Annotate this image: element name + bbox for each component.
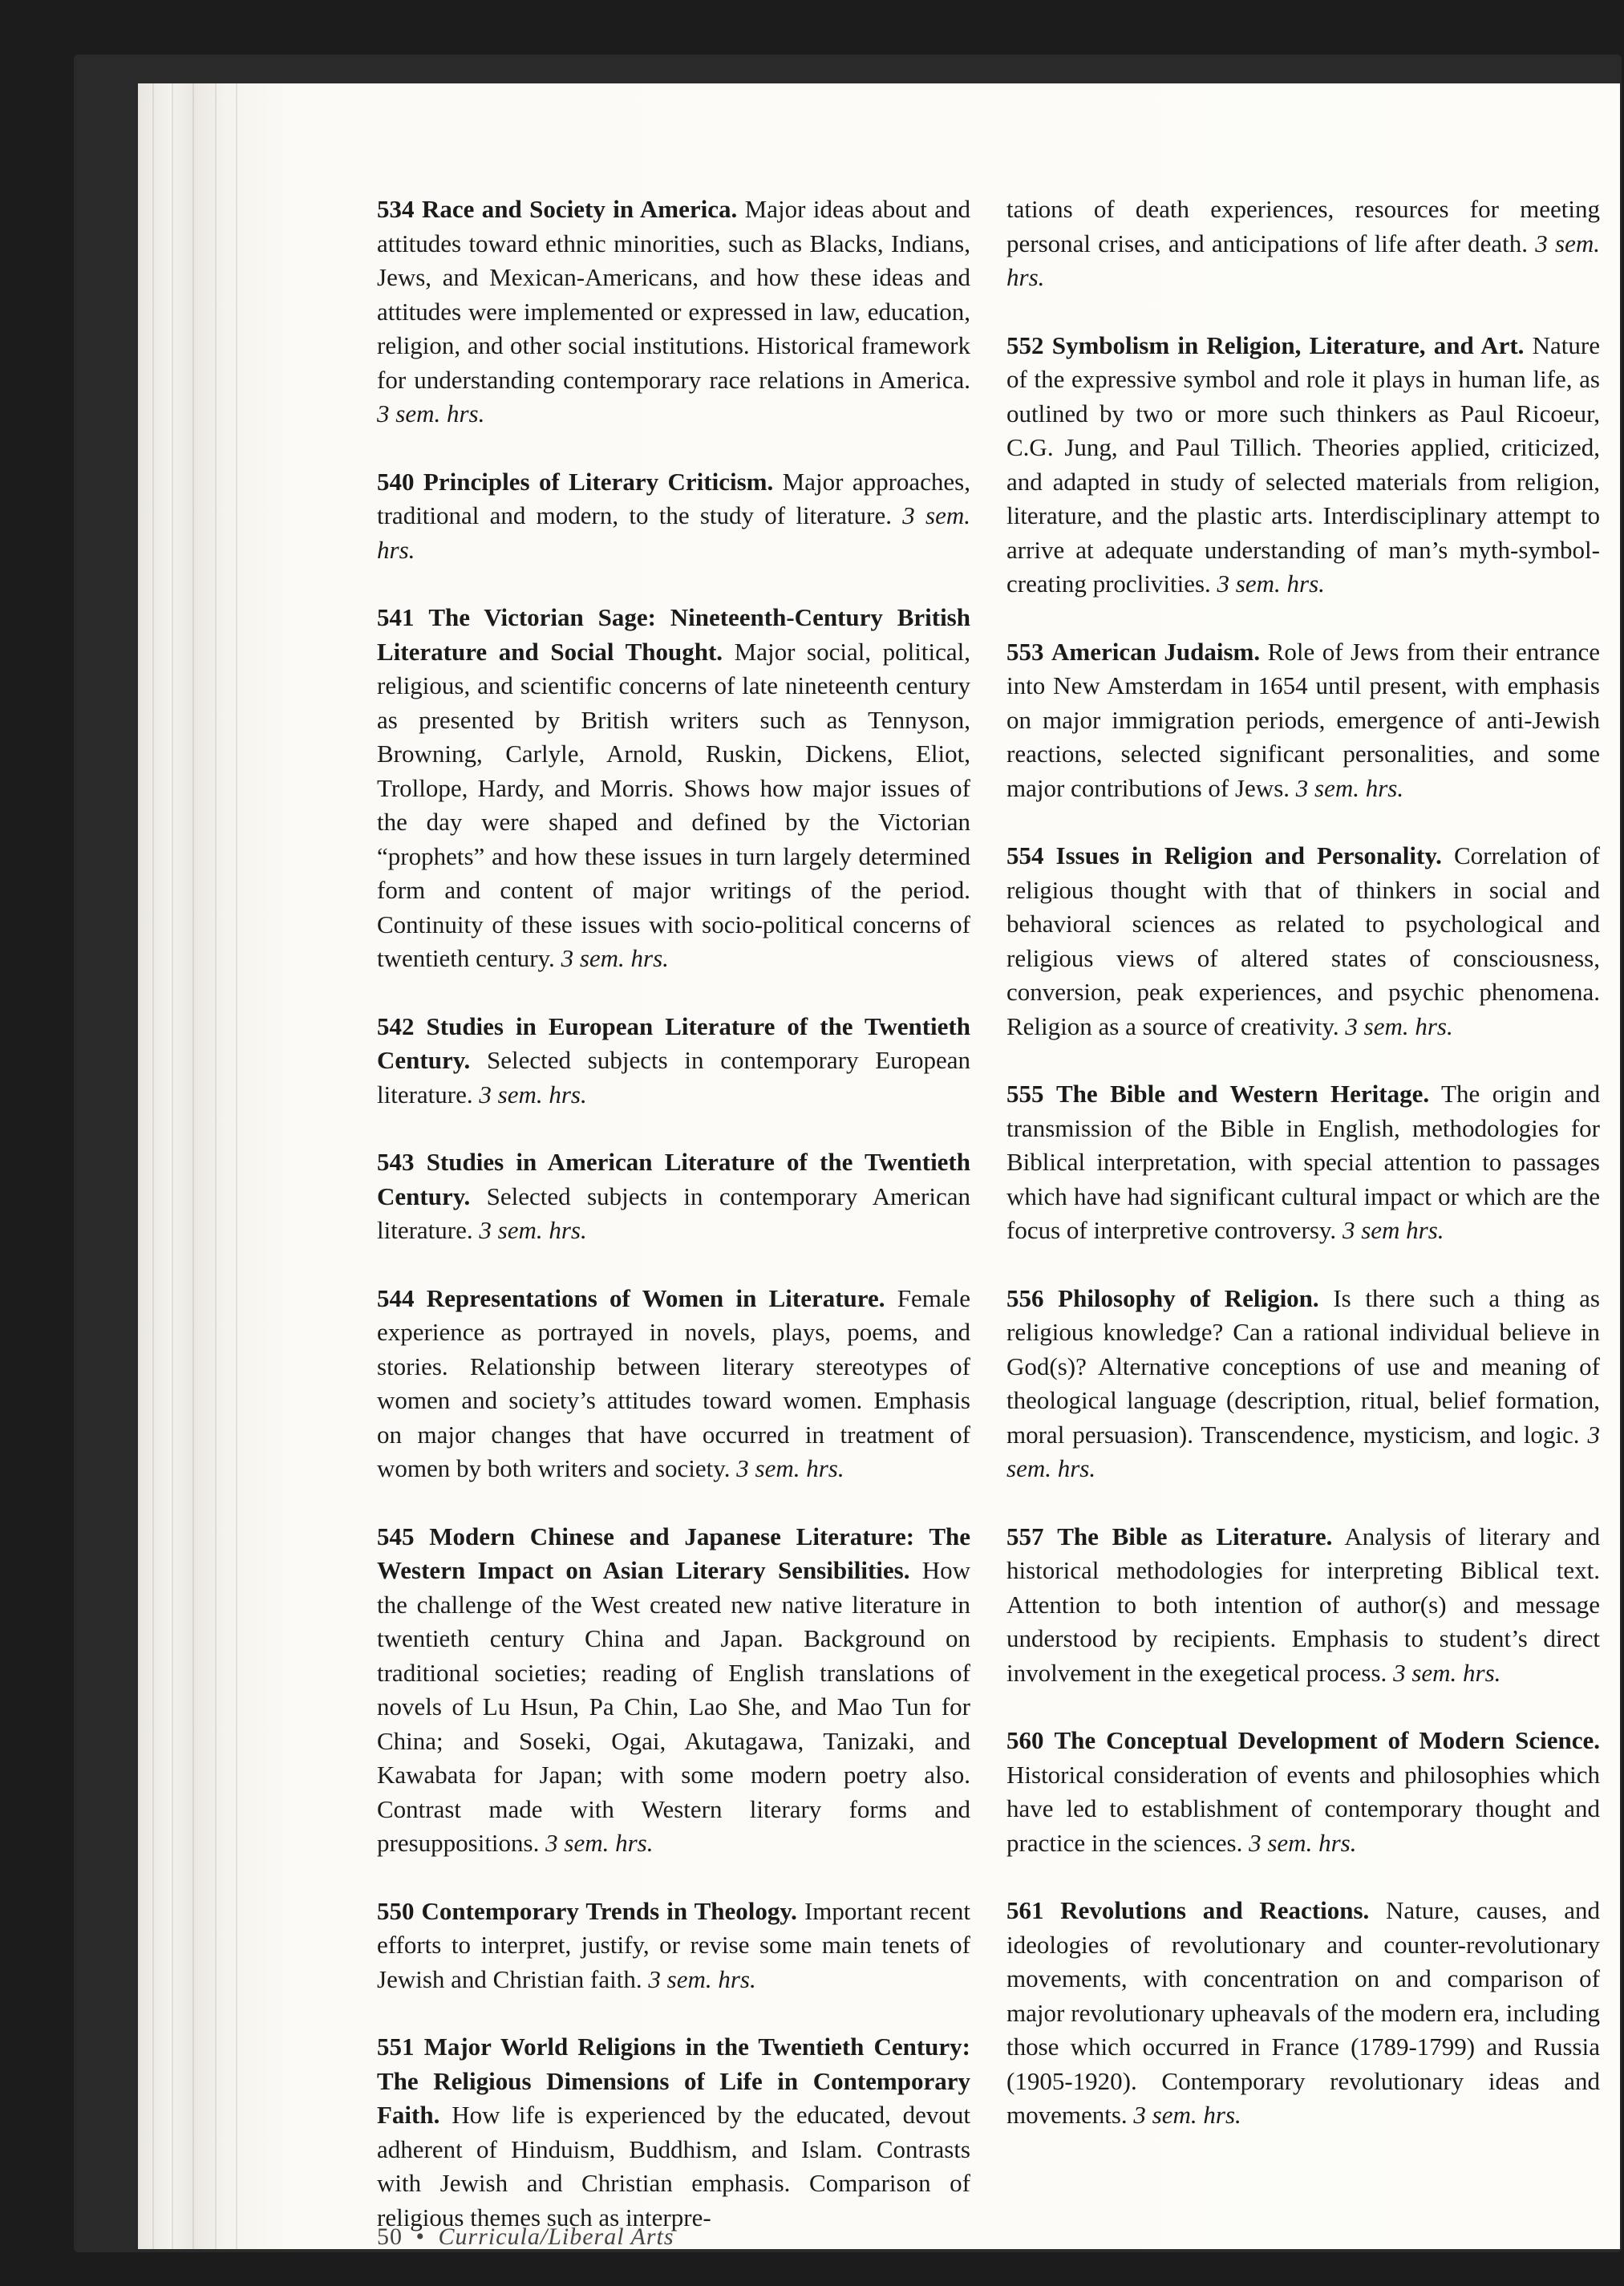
course-description: Major social, political, religious, and scientific concerns of late nineteenth century as presented by British writers such as Tennyson, Browning, Carlyle, Arnold, Ruskin, Dickens, Eliot, Trollope, Hardy, and Morris. Shows how major issues of the day were shaped and defined by the Victorian “prophets” and how these issues in turn largely determined form and content of major writings of the period. Continuity of these issues with socio-political concerns of twentieth century. bbox=[377, 637, 970, 972]
course-entry bbox=[1006, 1282, 1600, 1486]
course-credits: 3 sem. hrs. bbox=[377, 399, 485, 428]
course-credits: 3 sem. hrs. bbox=[561, 944, 669, 972]
course-description: tations of death experiences, resources for meeting personal crises, and anticipations of life after death. bbox=[1006, 195, 1600, 257]
course-credits: 3 sem hrs. bbox=[1342, 1216, 1444, 1244]
course-number: 555 bbox=[1006, 1080, 1044, 1108]
course-entry bbox=[377, 1895, 970, 1997]
course-title: Studies in European Literature of the Twentieth Century. bbox=[377, 1011, 970, 1074]
course-description: Major approaches, traditional and modern, to the study of literature. bbox=[377, 467, 970, 529]
course-credits: 3 sem. hrs. bbox=[1006, 1420, 1601, 1482]
course-title: Philosophy of Religion. bbox=[1058, 1283, 1319, 1312]
course-number: 556 bbox=[1006, 1283, 1044, 1312]
course-description: How the challenge of the West created new native literature in twentieth century China and Japan. Background on traditional societies; reading of English translations of novels of Lu Hsun, Pa Chin, Lao She, and Mao Tun for China; and Soseki, Ogai, Akutagawa, Tanizaki, and Kawabata for Japan; with some modern poetry also. Contrast made with Western literary forms and presuppositions. bbox=[377, 1556, 970, 1857]
course-number: 552 bbox=[1006, 330, 1044, 359]
course-title: Symbolism in Religion, Literature, and Art. bbox=[1051, 330, 1525, 359]
course-credits: 3 sem. hrs. bbox=[545, 1829, 654, 1857]
course-entry bbox=[1006, 1077, 1600, 1248]
course-number: 534 bbox=[377, 195, 415, 223]
course-credits: 3 sem. hrs. bbox=[1217, 569, 1325, 598]
course-description: Major ideas about and attitudes toward ethnic minorities, such as Blacks, Indians, Jews, and Mexican-Americans, and how these ideas and attitudes were implemented or expressed in law, education, religion, and other social institutions. Historical framework for understanding contemporary race relations in America. bbox=[377, 195, 971, 394]
course-description: Role of Jews from their entrance into New Amsterdam in 1654 until present, with emphasis on major immigration periods, emergence of anti-Jewish reactions, selected significant personalities, and some major contributions of Jews. bbox=[1006, 637, 1601, 802]
course-title: Contemporary Trends in Theology. bbox=[421, 1896, 797, 1925]
course-number: 542 bbox=[377, 1011, 415, 1040]
course-entry bbox=[1006, 1520, 1600, 1691]
course-credits: 3 sem. hrs. bbox=[479, 1216, 587, 1244]
course-title: Major World Religions in the Twentieth Century: The Religious Dimensions of Life in Contemporary Faith. bbox=[377, 2033, 970, 2129]
course-description: Is there such a thing as religious knowledge? Can a rational individual believe in God(s)? Alternative conceptions of use and meaning of theological language (description, ritual, belief formation, moral persuasion). Transcendence, mysticism, and logic. bbox=[1006, 1283, 1600, 1449]
course-title: Issues in Religion and Personality. bbox=[1055, 841, 1442, 869]
course-credits: 3 sem. hrs. bbox=[1133, 2101, 1241, 2129]
course-title: Principles of Literary Criticism. bbox=[423, 467, 774, 496]
course-description: Female experience as portrayed in novels, plays, poems, and stories. Relationship between literary stereotypes of women and society’s attitudes toward women. Emphasis on major changes that have occurred in treatment of women by both writers and society. bbox=[377, 1283, 971, 1482]
course-entry bbox=[377, 2030, 970, 2235]
course-description: Correlation of religious thought with that of thinkers in social and behavioral sciences as related to psychological and religious views of altered states of consciousness, conversion, peak experiences, and psychic phenomena. Religion as a source of creativity. bbox=[1006, 841, 1600, 1040]
course-title: The Bible as Literature. bbox=[1057, 1522, 1333, 1550]
page-number: 50 bbox=[377, 2223, 403, 2250]
section-name: Curricula/Liberal Arts bbox=[438, 2223, 674, 2250]
course-number: 551 bbox=[377, 2033, 415, 2061]
course-entry bbox=[377, 1010, 970, 1113]
course-entry bbox=[377, 1282, 970, 1486]
course-title: Representations of Women in Literature. bbox=[426, 1283, 885, 1312]
course-title: The Conceptual Development of Modern Science. bbox=[1054, 1726, 1600, 1754]
course-description: Historical consideration of events and philosophies which have led to establishment of contemporary thought and practice in the sciences. bbox=[1006, 1760, 1600, 1857]
course-entry bbox=[377, 1520, 970, 1861]
course-entry bbox=[1006, 635, 1600, 806]
course-description: Selected subjects in contemporary American literature. bbox=[377, 1182, 970, 1244]
course-number: 557 bbox=[1006, 1522, 1044, 1550]
course-entry bbox=[1006, 839, 1600, 1044]
course-entry bbox=[377, 601, 970, 976]
course-credits: 3 sem. hrs. bbox=[1345, 1011, 1453, 1040]
course-number: 550 bbox=[377, 1896, 415, 1925]
course-entry bbox=[377, 193, 970, 432]
course-credits: 3 sem. hrs. bbox=[1006, 229, 1601, 291]
course-description: The origin and transmission of the Bible in English, methodologies for Biblical interpretation, with special attention to passages which have had significant cultural impact or which are the focus of interpretive controversy. bbox=[1006, 1080, 1600, 1244]
course-title: Race and Society in America. bbox=[421, 195, 738, 223]
course-number: 553 bbox=[1006, 637, 1044, 666]
course-credits: 3 sem. hrs. bbox=[648, 1964, 756, 1993]
course-number: 540 bbox=[377, 467, 415, 496]
course-description: Selected subjects in contemporary European literature. bbox=[377, 1046, 970, 1109]
course-credits: 3 sem. hrs. bbox=[736, 1454, 844, 1482]
course-number: 554 bbox=[1006, 841, 1044, 869]
left-column bbox=[377, 193, 970, 2268]
course-description: Nature of the expressive symbol and role it plays in human life, as outlined by two or more such thinkers as Paul Ricoeur, C.G. Jung, and Paul Tillich. Theories applied, criticized, and adapted in study of selected materials from religion, literature, and the plastic arts. Interdisciplinary attempt to arrive at adequate understanding of man’s myth-symbol-creating proclivities. bbox=[1006, 330, 1600, 598]
course-number: 544 bbox=[377, 1283, 415, 1312]
course-credits: 3 sem. hrs. bbox=[479, 1080, 587, 1109]
page-footer bbox=[377, 2223, 674, 2251]
course-number: 541 bbox=[377, 603, 415, 631]
course-title: Modern Chinese and Japanese Literature: The Western Impact on Asian Literary Sensibilities. bbox=[377, 1522, 971, 1584]
course-number: 561 bbox=[1006, 1896, 1044, 1924]
course-credits: 3 sem. hrs. bbox=[1249, 1828, 1357, 1857]
course-description: Important recent efforts to interpret, justify, or revise some main tenets of Jewish and Christian faith. bbox=[377, 1896, 970, 1993]
course-entry bbox=[1006, 1724, 1600, 1860]
course-number: 560 bbox=[1006, 1726, 1044, 1754]
course-credits: 3 sem. hrs. bbox=[1295, 773, 1404, 802]
course-entry bbox=[377, 1145, 970, 1248]
course-description: Nature, causes, and ideologies of revolutionary and counter-revolutionary movements, with concentration on and comparison of major revolutionary upheavals of the modern era, including those which occurred in France (1789-1799) and Russia (1905-1920). Contemporary revolutionary ideas and movements. bbox=[1006, 1896, 1601, 2129]
course-title: The Bible and Western Heritage. bbox=[1055, 1080, 1430, 1108]
course-credits: 3 sem. hrs. bbox=[377, 501, 970, 564]
course-number: 545 bbox=[377, 1522, 415, 1550]
course-title: American Judaism. bbox=[1051, 637, 1261, 666]
right-column bbox=[1006, 193, 1600, 2166]
course-entry bbox=[1006, 329, 1600, 602]
course-description: How life is experienced by the educated, devout adherent of Hinduism, Buddhism, and Islam. Contrasts with Jewish and Christian emphasis. Comparison of religious themes such as interpre- bbox=[377, 2101, 970, 2231]
footer-bullet: • bbox=[415, 2223, 426, 2250]
course-entry bbox=[1006, 1894, 1600, 2133]
course-credits: 3 sem. hrs. bbox=[1393, 1658, 1501, 1687]
course-entry-continued bbox=[1006, 193, 1600, 295]
course-entry bbox=[377, 465, 970, 568]
course-description: Analysis of literary and historical methodologies for interpreting Biblical text. Attention to both intention of author(s) and message understood by recipients. Emphasis to student’s direct involvement in the exegetical process. bbox=[1006, 1522, 1601, 1687]
course-title: Studies in American Literature of the Twentieth Century. bbox=[377, 1148, 971, 1210]
course-title: The Victorian Sage: Nineteenth-Century British Literature and Social Thought. bbox=[377, 603, 970, 666]
course-number: 543 bbox=[377, 1148, 415, 1176]
course-title: Revolutions and Reactions. bbox=[1060, 1896, 1370, 1924]
